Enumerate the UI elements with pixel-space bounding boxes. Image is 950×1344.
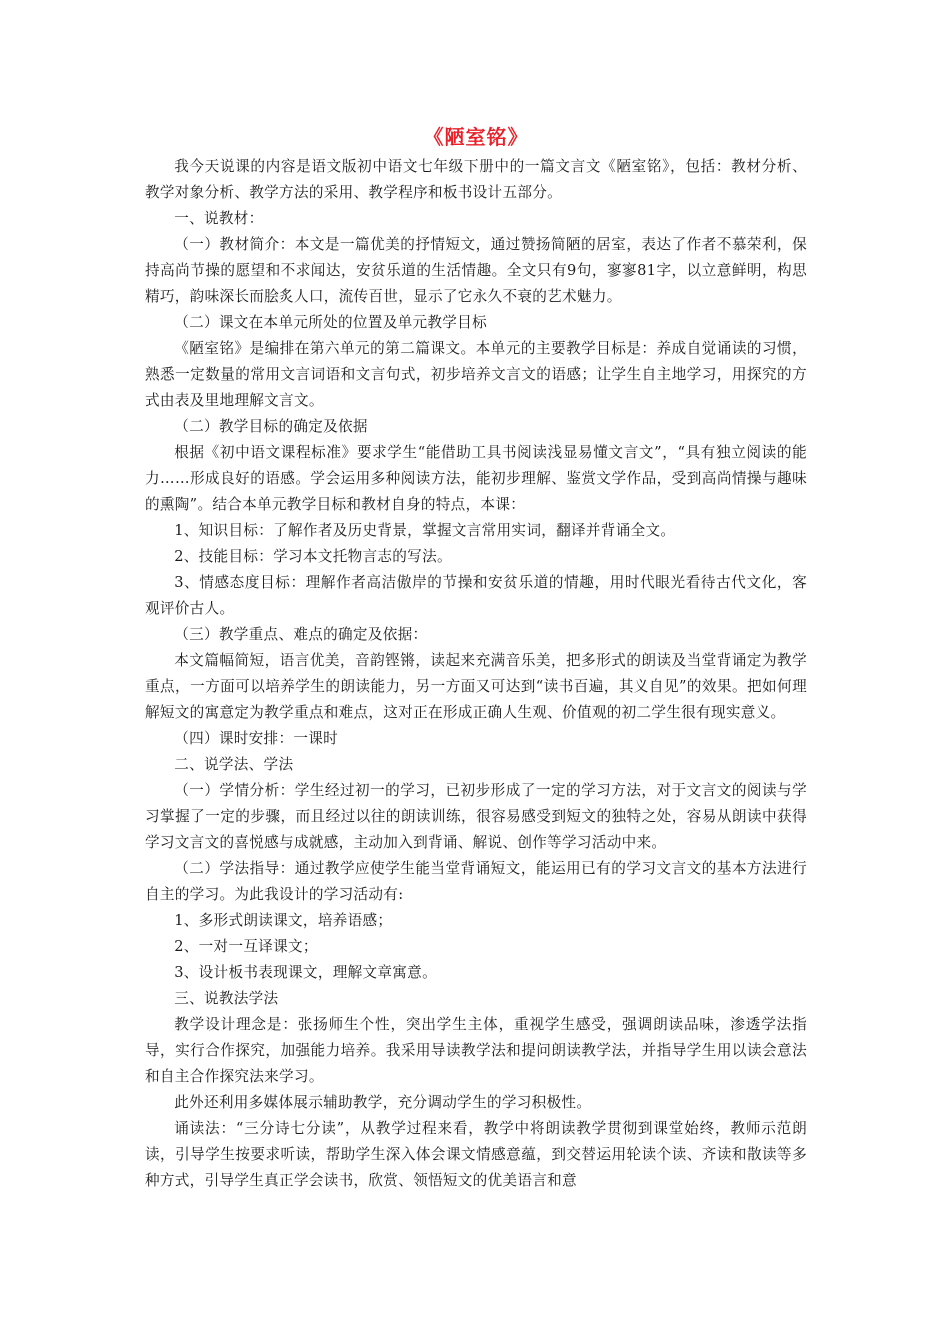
paragraph: 1、知识目标：了解作者及历史背景，掌握文言常用实词，翻译并背诵全文。 <box>174 522 676 539</box>
paragraph: 《陋室铭》是编排在第六单元的第二篇课文。本单元的主要教学目标是：养成自觉诵读的习惯，熟悉一定数量的常用文言词语和文言句式，初步培养文言文的语感；让学生自主地学习，用探究的方式由表及里地理解文言文。 <box>145 340 807 409</box>
paragraph: （四）课时安排：一课时 <box>174 730 339 747</box>
paragraph: 2、技能目标：学习本文托物言志的写法。 <box>174 548 452 565</box>
paragraph: 我今天说课的内容是语文版初中语文七年级下册中的一篇文言文《陋室铭》，包括：教材分析、教学对象分析、教学方法的采用、教学程序和板书设计五部分。 <box>145 158 807 201</box>
paragraph: 3、情感态度目标：理解作者高洁傲岸的节操和安贫乐道的情趣，用时代眼光看待古代文化，客观评价古人。 <box>145 574 807 617</box>
paragraph: 三、说教法学法 <box>174 990 279 1007</box>
paragraph: 二、说学法、学法 <box>174 756 294 773</box>
paragraph: （二）教学目标的确定及依据 <box>174 418 368 435</box>
document-title: 《陋室铭》 <box>423 125 529 149</box>
paragraph: （一）教材简介：本文是一篇优美的抒情短文，通过赞扬简陋的居室，表达了作者不慕荣利，保持高尚节操的愿望和不求闻达，安贫乐道的生活情趣。全文只有9句，寥寥81字，以立意鲜明，构思精巧，韵味深长而脍炙人口，流传百世，显示了它永久不衰的艺术魅力。 <box>145 236 807 305</box>
paragraph: 1、多形式朗读课文，培养语感； <box>174 912 393 929</box>
document-body <box>145 154 807 1194</box>
paragraph: （二）课文在本单元所处的位置及单元教学目标 <box>174 314 487 331</box>
paragraph: 根据《初中语文课程标准》要求学生“能借助工具书阅读浅显易懂文言文”，“具有独立阅读的能力……形成良好的语感。学会运用多种阅读方法，能初步理解、鉴赏文学作品，受到高尚情操与趣味的熏陶”。结合本单元教学目标和教材自身的特点，本课： <box>145 444 807 513</box>
paragraph: （二）学法指导：通过教学应使学生能当堂背诵短文，能运用已有的学习文言文的基本方法进行自主的学习。为此我设计的学习活动有: <box>145 860 807 903</box>
paragraph: 3、设计板书表现课文，理解文章寓意。 <box>174 964 437 981</box>
paragraph: 此外还利用多媒体展示辅助教学，充分调动学生的学习积极性。 <box>174 1094 592 1111</box>
paragraph: 2、一对一互译课文； <box>174 938 318 955</box>
paragraph: （一）学情分析：学生经过初一的学习，已初步形成了一定的学习方法，对于文言文的阅读与学习掌握了一定的步骤，而且经过以往的朗读训练，很容易感受到短文的独特之处，容易从朗读中获得学习文言文的喜悦感与成就感，主动加入到背诵、解说、创作等学习活动中来。 <box>145 782 807 851</box>
paragraph: 诵读法：“三分诗七分读”，从教学过程来看，教学中将朗读教学贯彻到课堂始终，教师示范朗读，引导学生按要求听读，帮助学生深入体会课文情感意蕴，到交替运用轮读个读、齐读和散读等多种方式，引导学生真正学会读书，欣赏、领悟短文的优美语言和意 <box>145 1120 807 1189</box>
paragraph: （三）教学重点、难点的确定及依据： <box>174 626 428 643</box>
paragraph: 本文篇幅简短，语言优美，音韵铿锵，读起来充满音乐美，把多形式的朗读及当堂背诵定为教学重点，一方面可以培养学生的朗读能力，另一方面又可达到“读书百遍，其义自见”的效果。把如何理解短文的寓意定为教学重点和难点，这对正在形成正确人生观、价值观的初二学生很有现实意义。 <box>145 652 807 721</box>
paragraph: 教学设计理念是：张扬师生个性，突出学生主体，重视学生感受，强调朗读品味，渗透学法指导，实行合作探究，加强能力培养。我采用导读教学法和提问朗读教学法，并指导学生用以读会意法和自主合作探究法来学习。 <box>145 1016 807 1085</box>
paragraph: 一、说教材： <box>174 210 264 227</box>
document-page <box>145 122 807 1194</box>
